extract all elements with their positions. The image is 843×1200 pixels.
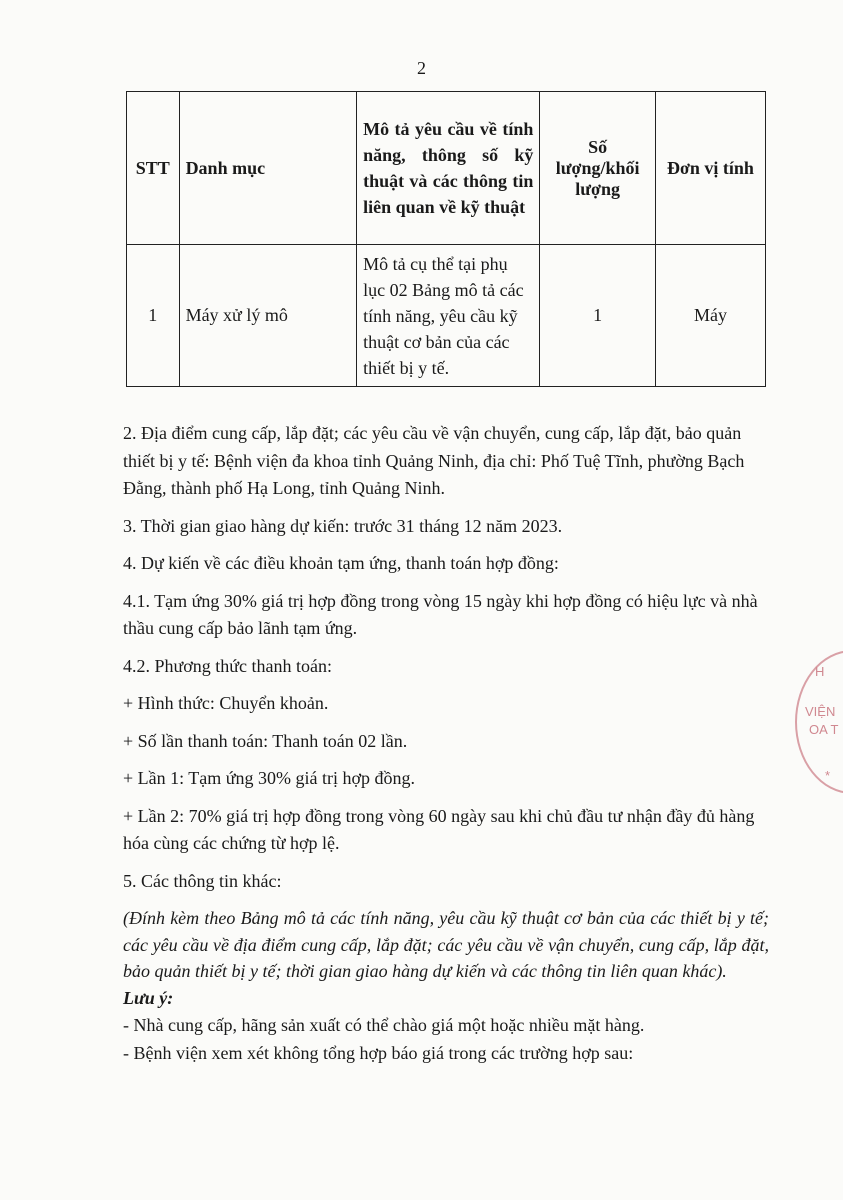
delivery-location-paragraph: 2. Địa điểm cung cấp, lắp đặt; các yêu cầu về vận chuyển, cung cấp, lắp đặt, bảo quản thiết bị y tế: Bệnh viện đa khoa tỉnh Quảng Ninh, địa chỉ: Phố Tuệ Tĩnh, phường Bạch Đằng, thành phố Hạ Long, tỉnh Quảng Ninh. [123,423,745,498]
hospital-seal-stamp [795,650,843,794]
note-title: Lưu ý: [123,987,174,1008]
payment-times-item: + Số lần thanh toán: Thanh toán 02 lần. [123,730,408,751]
note-item: - Nhà cung cấp, hãng sản xuất có thể chào giá một hoặc nhiều mặt hàng. [123,1015,645,1035]
payment-form-item: + Hình thức: Chuyển khoản. [123,693,329,713]
header-category: Danh mục [179,92,357,245]
header-stt: STT [127,92,180,245]
header-quantity: Số lượng/khối lượng [540,92,656,245]
stamp-text: VIỆN [805,704,836,719]
second-payment-item: + Lần 2: 70% giá trị hợp đồng trong vòng 60 ngày sau khi chủ đầu tư nhận đầy đủ hàng hóa cùng các chứng từ hợp lệ. [123,805,755,853]
cell-quantity: 1 [540,245,656,387]
stamp-text: OA T [809,722,839,737]
payment-method-heading: 4.2. Phương thức thanh toán: [123,655,333,676]
cell-unit: Máy [655,245,765,387]
attachment-note: (Đính kèm theo Bảng mô tả các tính năng, yêu cầu kỹ thuật cơ bản của các thiết bị y tế; các yêu cầu về địa điểm cung cấp, lắp đặt; các yêu cầu về vận chuyển, cung cấp, lắp đặt, bảo quản thiết bị y tế; thời gian giao hàng dự kiến và các thông tin liên quan khác). [123,908,769,981]
cell-stt: 1 [127,245,180,387]
page-number: 2 [417,58,426,78]
header-unit: Đơn vị tính [655,92,765,245]
payment-terms-heading: 4. Dự kiến về các điều khoản tạm ứng, thanh toán hợp đồng: [123,553,559,573]
cell-category: Máy xử lý mô [179,245,357,387]
table-header-row [127,92,766,245]
stamp-text: H [815,664,825,679]
note-item: - Bệnh viện xem xét không tổng hợp báo giá trong các trường hợp sau: [123,1042,634,1063]
delivery-time-paragraph: 3. Thời gian giao hàng dự kiến: trước 31 tháng 12 năm 2023. [123,515,563,536]
header-description: Mô tả yêu cầu về tính năng, thông số kỹ thuật và các thông tin liên quan về kỹ thuật [357,92,540,245]
equipment-table [126,91,766,387]
cell-description: Mô tả cụ thể tại phụ lục 02 Bảng mô tả các tính năng, yêu cầu kỹ thuật cơ bản của các thiết bị y tế. [357,245,540,387]
other-info-heading: 5. Các thông tin khác: [123,870,282,891]
advance-payment-paragraph: 4.1. Tạm ứng 30% giá trị hợp đồng trong vòng 15 ngày khi hợp đồng có hiệu lực và nhà thầu cung cấp bảo lãnh tạm ứng. [123,590,758,638]
first-payment-item: + Lần 1: Tạm ứng 30% giá trị hợp đồng. [123,768,416,788]
table-row [127,245,766,387]
document-body [123,420,769,1067]
stamp-star-icon: * [825,768,831,783]
